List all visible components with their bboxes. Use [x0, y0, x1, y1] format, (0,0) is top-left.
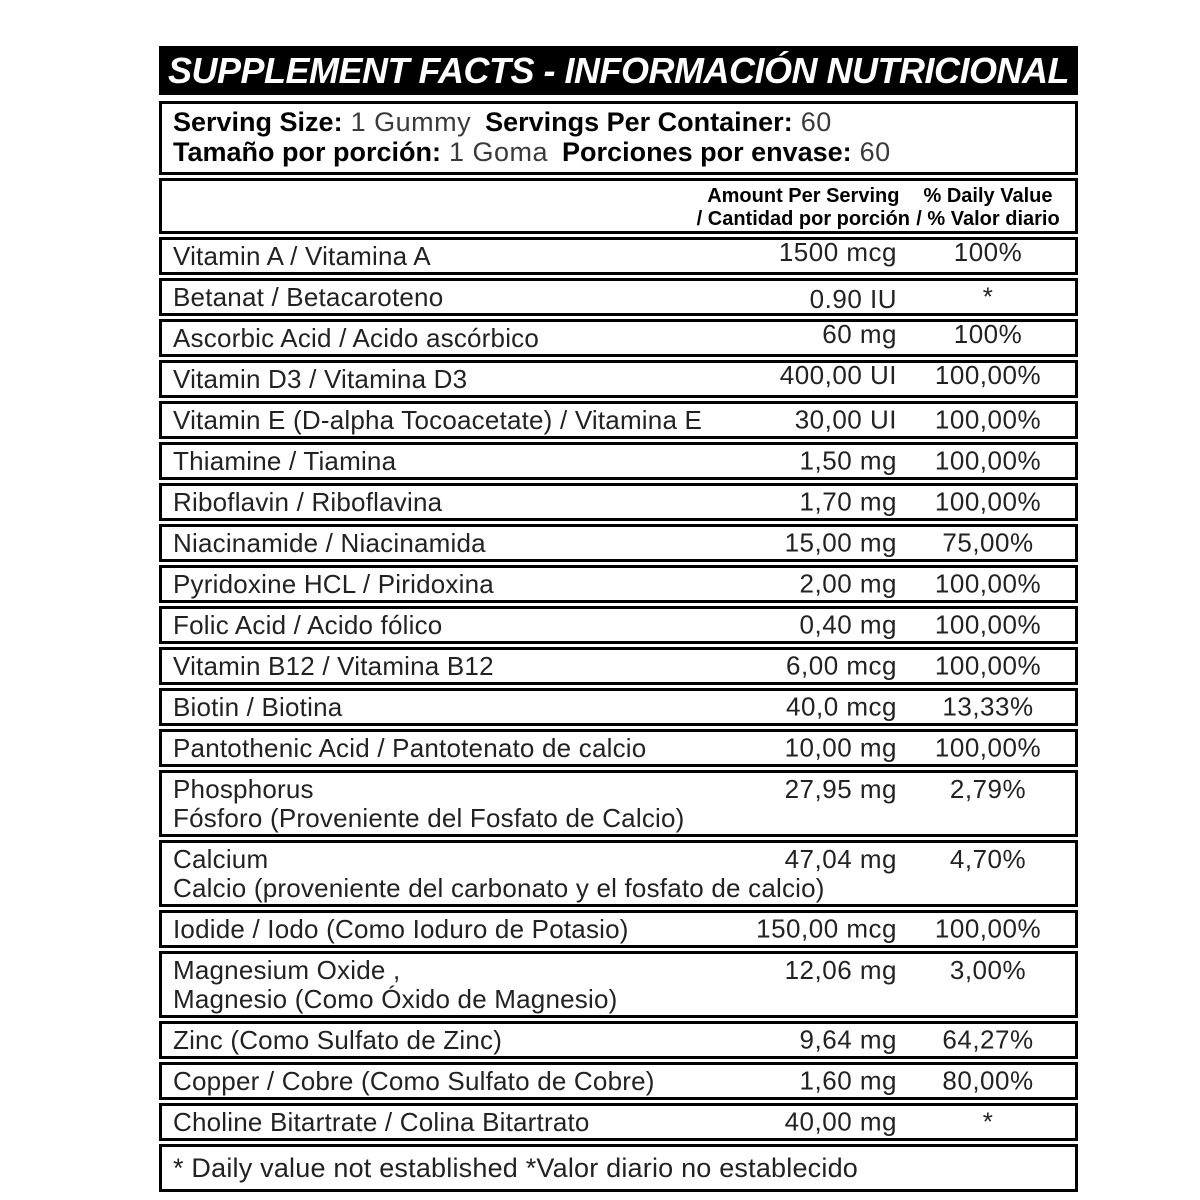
page-title: SUPPLEMENT FACTS - INFORMACIÓN NUTRICIONAL	[168, 49, 1069, 91]
row-label-line1: Iodide / Iodo (Como Ioduro de Potasio)	[173, 914, 629, 944]
row-label-line1: Vitamin A / Vitamina A	[173, 241, 431, 271]
row-amount: 40,00 mg	[784, 1106, 897, 1137]
daily-value-column-header	[904, 185, 1072, 231]
row-amount: 2,00 mg	[799, 568, 897, 599]
row-amount: 30,00 UI	[794, 404, 897, 435]
table-row	[159, 524, 1078, 562]
column-header-box	[159, 178, 1078, 234]
serving-line-en	[173, 107, 1065, 137]
table-row	[159, 951, 1078, 1018]
row-daily-value: 100,00%	[934, 609, 1042, 640]
row-amount: 9,64 mg	[799, 1024, 897, 1055]
row-label-line1: Zinc (Como Sulfato de Zinc)	[173, 1025, 503, 1055]
row-daily-value: 100,00%	[934, 486, 1042, 517]
row-amount: 1500 mcg	[778, 237, 897, 267]
row-amount: 47,04 mg	[784, 844, 897, 874]
row-daily-value: 100,00%	[934, 360, 1042, 390]
row-daily-value: 100%	[953, 237, 1023, 267]
footnote-box	[159, 1144, 1078, 1192]
row-daily-value: 100,00%	[934, 445, 1042, 476]
table-row	[159, 770, 1078, 837]
serving-size-label: Serving Size:	[173, 107, 343, 137]
row-amount: 60 mg	[822, 319, 897, 349]
row-label-line1: Copper / Cobre (Como Sulfato de Cobre)	[173, 1066, 655, 1096]
table-row	[159, 565, 1078, 603]
row-amount: 1,50 mg	[799, 445, 897, 476]
servings-per-container-label-es: Porciones por envase:	[562, 137, 852, 167]
serving-line-es	[173, 137, 1065, 167]
row-label-line1: Vitamin D3 / Vitamina D3	[173, 364, 468, 394]
table-row	[159, 688, 1078, 726]
row-daily-value: 3,00%	[949, 955, 1027, 985]
row-label-line2: Magnesio (Como Óxido de Magnesio)	[173, 984, 618, 1014]
row-daily-value: 4,70%	[949, 844, 1027, 874]
row-amount: 10,00 mg	[784, 732, 897, 763]
row-amount: 15,00 mg	[784, 527, 897, 558]
row-daily-value: 75,00%	[942, 527, 1034, 558]
row-daily-value: 2,79%	[949, 774, 1027, 804]
dv-header-line1: % Daily Value	[923, 185, 1053, 207]
table-row	[159, 1062, 1078, 1100]
row-label-line1: Pantothenic Acid / Pantotenato de calcio	[173, 733, 647, 763]
row-label-line1: Calcium	[173, 844, 269, 874]
table-row	[159, 237, 1078, 275]
row-daily-value: 100,00%	[934, 732, 1042, 763]
row-daily-value: *	[982, 1106, 994, 1137]
row-label-line1: Choline Bitartrate / Colina Bitartrato	[173, 1107, 590, 1137]
row-amount: 6,00 mcg	[786, 650, 897, 681]
row-label-line1: Vitamin E (D-alpha Tocoacetate) / Vitamina E	[173, 405, 703, 435]
servings-per-container-value: 60	[800, 107, 832, 137]
table-row	[159, 647, 1078, 685]
row-amount: 1,70 mg	[799, 486, 897, 517]
row-label-line1: Biotin / Biotina	[173, 692, 343, 722]
row-label-line1: Riboflavin / Riboflavina	[173, 487, 443, 517]
serving-info-box	[159, 101, 1078, 175]
row-label-line1: Thiamine / Tiamina	[173, 446, 397, 476]
row-amount: 12,06 mg	[784, 955, 897, 985]
row-amount: 1,60 mg	[799, 1065, 897, 1096]
row-label-line1: Pyridoxine HCL / Piridoxina	[173, 569, 494, 599]
row-daily-value: 100,00%	[934, 650, 1042, 681]
row-daily-value: 100,00%	[934, 404, 1042, 435]
row-amount: 27,95 mg	[784, 774, 897, 804]
servings-per-container-label: Servings Per Container:	[485, 107, 793, 137]
servings-per-container-value-es: 60	[859, 137, 891, 167]
table-row	[159, 840, 1078, 907]
row-daily-value: 64,27%	[942, 1024, 1034, 1055]
row-label-line1: Niacinamide / Niacinamida	[173, 528, 486, 558]
serving-size-value: 1 Gummy	[350, 107, 472, 137]
row-amount: 150,00 mcg	[756, 913, 897, 944]
table-row	[159, 319, 1078, 357]
row-daily-value: 100,00%	[934, 913, 1042, 944]
row-label-line2: Calcio (proveniente del carbonato y el fosfato de calcio)	[173, 873, 825, 903]
row-daily-value: 100,00%	[934, 568, 1042, 599]
row-daily-value: 80,00%	[942, 1065, 1034, 1096]
row-label-line1: Ascorbic Acid / Acido ascórbico	[173, 323, 540, 353]
table-row	[159, 606, 1078, 644]
table-row	[159, 1103, 1078, 1141]
footnote-text: * Daily value not established *Valor diario no establecido	[173, 1153, 859, 1183]
table-row	[159, 278, 1078, 316]
row-daily-value: 100%	[953, 319, 1023, 349]
table-row	[159, 442, 1078, 480]
amount-header-line2: / Cantidad por porción	[696, 208, 910, 230]
row-label-line1: Vitamin B12 / Vitamina B12	[173, 651, 494, 681]
row-daily-value: *	[982, 281, 994, 312]
row-amount: 0,40 mg	[799, 609, 897, 640]
amount-column-header	[697, 185, 910, 231]
table-row	[159, 401, 1078, 439]
supplement-facts-label	[159, 46, 1078, 1195]
row-amount: 40,0 mcg	[786, 691, 897, 722]
row-daily-value: 13,33%	[942, 691, 1034, 722]
row-label-line1: Phosphorus	[173, 774, 314, 804]
serving-size-value-es: 1 Goma	[449, 137, 549, 167]
dv-header-line2: / % Valor diario	[916, 208, 1060, 230]
table-row	[159, 483, 1078, 521]
nutrient-table	[159, 237, 1078, 1141]
table-row	[159, 729, 1078, 767]
row-label-line1: Folic Acid / Acido fólico	[173, 610, 443, 640]
table-row	[159, 360, 1078, 398]
row-amount: 0.90 IU	[809, 284, 897, 314]
title-bar	[159, 46, 1078, 95]
row-amount: 400,00 UI	[779, 360, 897, 390]
row-label-line1: Betanat / Betacaroteno	[173, 282, 444, 312]
row-label-line2: Fósforo (Proveniente del Fosfato de Calcio)	[173, 803, 685, 833]
amount-header-line1: Amount Per Serving	[707, 185, 900, 207]
serving-size-label-es: Tamaño por porción:	[173, 137, 441, 167]
table-row	[159, 1021, 1078, 1059]
table-row	[159, 910, 1078, 948]
row-label-line1: Magnesium Oxide ,	[173, 955, 401, 985]
